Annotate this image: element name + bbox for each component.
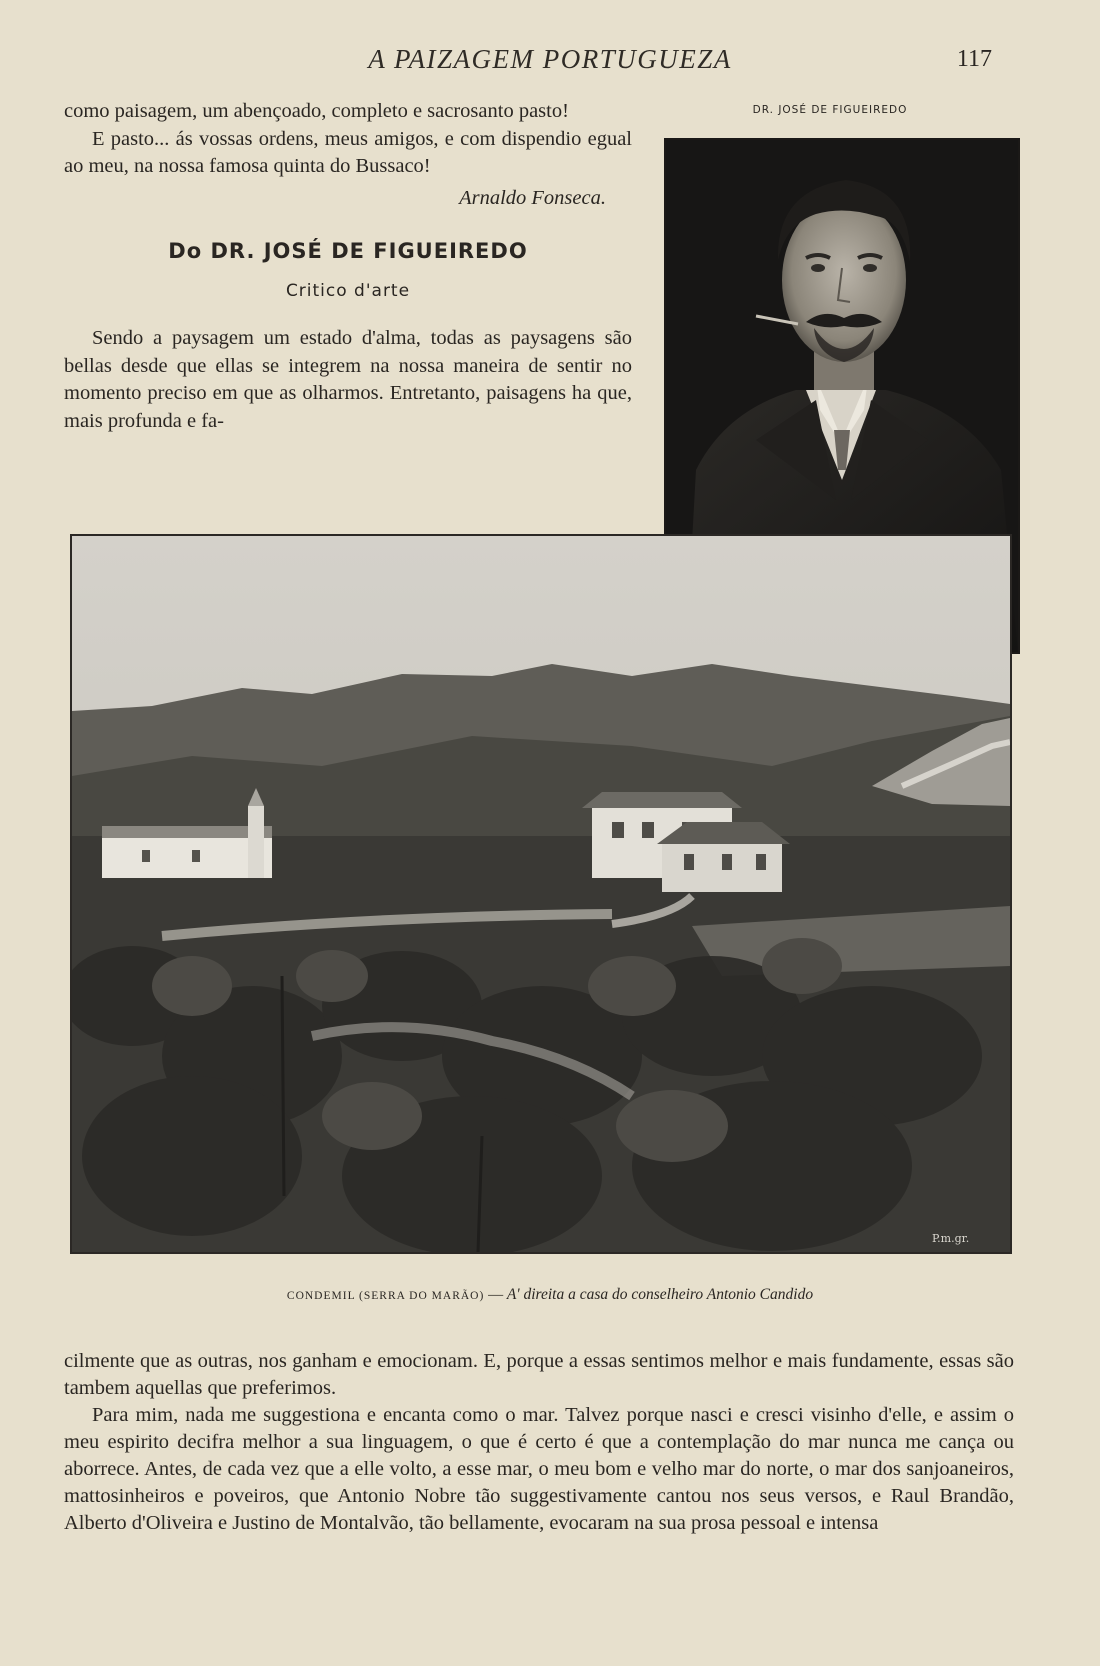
section-paragraph: Sendo a paysagem um estado d'alma, todas as paysagens são bellas desde que ellas se integrem na nossa maneira de sentir no momento preciso em que as olharmos. Entretanto, paisagens ha que, mais profunda e fa- [64, 327, 632, 432]
caption-description: A' direita a casa do conselheiro Antonio Candido [506, 1286, 814, 1303]
landscape-photo [70, 534, 1012, 1254]
paragraph-mar: Para mim, nada me suggestiona e encanta como o mar. Talvez porque nasci e cresci visinho d'elle, e assim o meu espirito decifra melhor a sua linguagem, o que é certo é que a contemplação do mar nunca me cança ou aborrece. Antes, de cada vez que a elle volto, a esse mar, o meu bom e velho mar do norte, o mar dos sanjoaneiros, mattosinheiros e poveiros, que Antonio Nobre tão suggestivamente cantou nos seus versos, e Raul Brandão, Alberto d'Oliveira e Justino de Montalvão, tão bellamente, evocaram na sua prosa pessoal e intensa [64, 1404, 1014, 1534]
running-header-title: A PAIZAGEM PORTUGUEZA [368, 44, 732, 74]
bottom-text-block [64, 1348, 1014, 1537]
landscape-illustration [72, 536, 1010, 1252]
caption-place: CONDEMIL (SERRA DO MARÃO) [286, 1290, 485, 1302]
author-signature: Arnaldo Fonseca. [459, 186, 606, 209]
svg-text:P.m.gr.: P.m.gr. [932, 1232, 970, 1245]
caption-dash: — [484, 1287, 507, 1303]
paragraph-continuation: como paisagem, um abençoado, completo e sacrosanto pasto! [64, 100, 569, 122]
paragraph-continuation-bottom: cilmente que as outras, nos ganham e emocionam. E, porque a essas sentimos melhor e mais fundamente, essas são tambem aquellas que preferimos. [64, 1350, 1014, 1399]
paragraph-pasto: E pasto... ás vossas ordens, meus amigos, e com dispendio egual ao meu, na nossa famosa quinta do Bussaco! [64, 127, 632, 177]
page-number: 117 [956, 46, 992, 72]
portrait-caption: DR. JOSÉ DE FIGUEIREDO [752, 104, 908, 116]
section-subheading: Critico d'arte [285, 280, 411, 301]
section-heading: Do DR. JOSÉ DE FIGUEIREDO [168, 239, 528, 263]
left-text-column [64, 98, 632, 435]
landscape-caption [0, 1286, 1100, 1304]
